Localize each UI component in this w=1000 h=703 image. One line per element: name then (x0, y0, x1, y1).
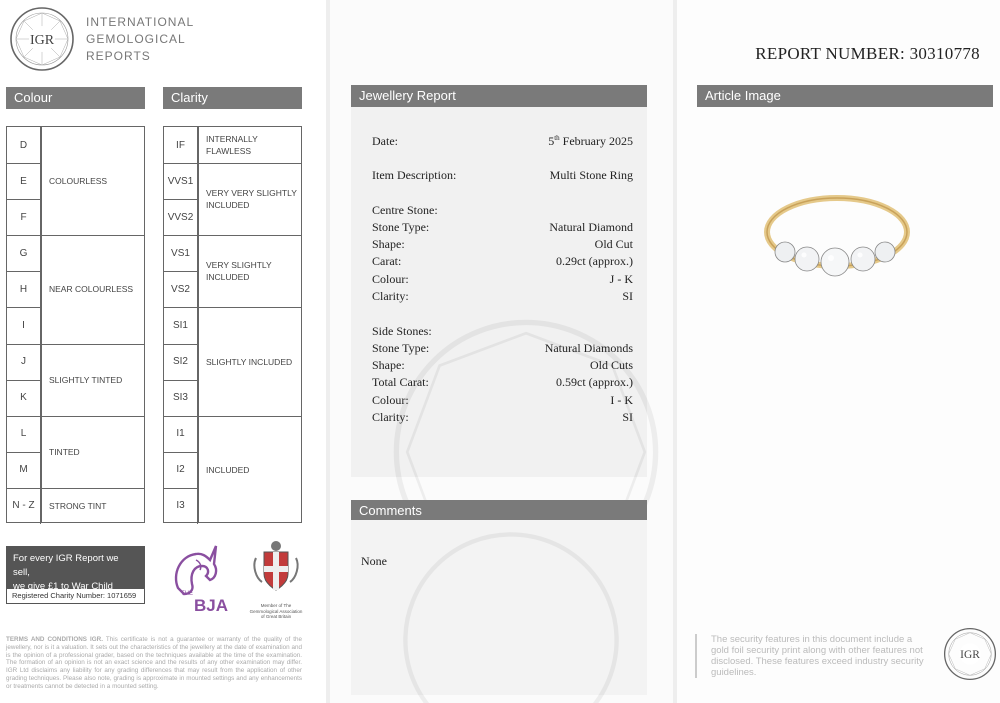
colour-grade: I (7, 307, 41, 343)
centre-stone-row (372, 289, 633, 304)
colour-grade: H (7, 271, 41, 307)
centre-stone-value: Natural Diamond (549, 220, 633, 234)
ring-image (757, 188, 917, 288)
centre-stone-label: Carat: (372, 254, 402, 269)
colour-grade: M (7, 452, 41, 488)
colour-group-label: STRONG TINT (49, 500, 107, 511)
clarity-row-line (164, 380, 198, 381)
clarity-scale-table (163, 126, 302, 523)
colour-scale-title: Colour (6, 87, 145, 109)
side-stone-value: I - K (610, 392, 633, 407)
colour-grade: K (7, 380, 41, 416)
centre-stone-row (372, 220, 633, 235)
clarity-grade: VVS1 (164, 163, 198, 199)
colour-row-line (7, 380, 41, 381)
clarity-row-line (164, 344, 198, 345)
side-stone-value: Natural Diamonds (544, 341, 633, 355)
centre-stone-heading: Centre Stone: (372, 203, 438, 217)
clarity-row-line (164, 488, 198, 489)
brand-line-2: GEMOLOGICAL (86, 32, 186, 46)
side-stone-label: Total Carat: (372, 375, 429, 390)
colour-grade: D (7, 127, 41, 163)
clarity-group-label: VERY VERY SLIGHTLY INCLUDED (206, 188, 297, 211)
charity-registration: Registered Charity Number: 1071659 (12, 591, 137, 600)
article-image-title: Article Image (697, 85, 993, 107)
colour-row-line (7, 271, 41, 272)
clarity-grade: SI2 (164, 344, 198, 380)
report-number: REPORT NUMBER: 30310778 (755, 44, 980, 63)
colour-grade: E (7, 163, 41, 199)
date-label: Date: (372, 134, 398, 148)
date-row (372, 134, 633, 149)
clarity-grade: I1 (164, 416, 198, 452)
igr-seal (943, 627, 997, 681)
comments-box (351, 520, 647, 695)
centre-stone-label: Shape: (372, 237, 405, 252)
clarity-row-line (164, 271, 198, 272)
clarity-row-line (164, 452, 198, 453)
svg-text:IGR: IGR (960, 649, 980, 662)
centre-stone-value: SI (622, 288, 633, 303)
svg-text:IGR: IGR (29, 33, 55, 48)
terms-and-conditions (6, 636, 302, 691)
clarity-scale-title: Clarity (163, 87, 302, 109)
side-stone-row (372, 358, 633, 373)
charity-line-2: we give £1 to War Child (13, 581, 113, 592)
svg-text:THE: THE (181, 591, 193, 597)
colour-row-line (7, 199, 41, 200)
brand-line-1: INTERNATIONAL (86, 15, 195, 29)
clarity-grade: I3 (164, 488, 198, 524)
brand-line-3: REPORTS (86, 49, 151, 63)
colour-group-label: COLOURLESS (49, 176, 108, 187)
side-stone-label: Colour: (372, 392, 409, 407)
igr-logo (9, 6, 75, 72)
colour-grade: F (7, 199, 41, 235)
clarity-group-label: INCLUDED (206, 464, 250, 475)
centre-stone-label: Colour: (372, 271, 409, 286)
side-stone-value: SI (622, 409, 633, 424)
clarity-grade: IF (164, 127, 198, 163)
centre-stone-label: Stone Type: (372, 220, 430, 234)
article-panel (677, 0, 1000, 703)
side-stone-value: 0.59ct (approx.) (556, 375, 633, 390)
centre-stone-value: J - K (609, 271, 633, 286)
clarity-grade: SI1 (164, 307, 198, 343)
colour-row-line (7, 452, 41, 453)
security-statement: The security features in this document include a gold foil security print along with other features not disclosed. These features exceed industry security guidelines. (695, 634, 925, 678)
side-stones-heading: Side Stones: (372, 324, 432, 338)
centre-stone-value: Old Cut (594, 237, 633, 252)
colour-group-label: NEAR COLOURLESS (49, 284, 134, 295)
clarity-grade: VVS2 (164, 199, 198, 235)
colour-grade: J (7, 344, 41, 380)
clarity-group-label: VERY SLIGHTLY INCLUDED (206, 260, 272, 283)
terms-heading: TERMS AND CONDITIONS IGR. (6, 636, 103, 643)
gemmological-association-crest (248, 538, 304, 619)
charity-box (6, 546, 145, 604)
colour-grade: N - Z (7, 488, 41, 524)
comments-text: None (361, 554, 387, 568)
igr-watermark-comments (401, 530, 621, 703)
brand-name (86, 14, 194, 65)
date-value: 5th February 2025 (548, 134, 633, 148)
gem-association-caption: Member of The Gemmological Association of Great Britain (249, 603, 303, 619)
side-stone-value: Old Cuts (589, 358, 633, 373)
jewellery-report-title: Jewellery Report (351, 85, 647, 107)
clarity-grade: VS1 (164, 235, 198, 271)
side-stone-label: Shape: (372, 358, 405, 373)
report-panel (330, 0, 673, 703)
colour-scale-table (6, 126, 145, 523)
centre-stone-label: Clarity: (372, 288, 409, 303)
centre-stone-value: 0.29ct (approx.) (556, 254, 633, 269)
clarity-group-label: SLIGHTLY INCLUDED (206, 356, 293, 367)
bja-logo (166, 540, 236, 614)
terms-text: This certificate is not a guarantee or warranty of the quality of the jewellery, nor is it a valuation. It sets out the characteristics of the jewellery at the date of examination and is the opinion of a professional grader, based on the techniques available at the time of the examination. The formation of an opinion is not an exact science and the results of any other examination may differ. IGR Ltd disclaims any liability for any grading differences that may result from the application of other grading techniques. Please also note, grading is approximate in mounted settings and any enhancements or treatments cannot be detected in a mounted setting. (6, 636, 302, 690)
colour-group-label: TINTED (49, 446, 80, 457)
charity-line-1: For every IGR Report we sell, (13, 553, 119, 578)
clarity-group-label: INTERNALLY FLAWLESS (206, 134, 258, 157)
colour-grade: G (7, 235, 41, 271)
comments-title: Comments (351, 500, 647, 522)
side-stone-row (372, 341, 633, 356)
colour-group-label: SLIGHTLY TINTED (49, 374, 123, 385)
svg-text:BJA: BJA (194, 596, 229, 614)
side-stone-row (372, 375, 633, 390)
side-stone-label: Clarity: (372, 409, 409, 424)
centre-stone-row (372, 272, 633, 287)
item-description-row (372, 168, 633, 183)
item-description-label: Item Description: (372, 168, 457, 182)
clarity-grade: I2 (164, 452, 198, 488)
centre-stone-row (372, 237, 633, 252)
clarity-grade: VS2 (164, 271, 198, 307)
side-stone-row (372, 393, 633, 408)
colour-grade: L (7, 416, 41, 452)
grading-scales-panel (0, 0, 326, 703)
clarity-grade: SI3 (164, 380, 198, 416)
item-description-value: Multi Stone Ring (549, 168, 633, 182)
clarity-row-line (164, 199, 198, 200)
colour-row-line (7, 163, 41, 164)
jewellery-report-details (351, 107, 647, 477)
side-stone-label: Stone Type: (372, 341, 430, 355)
side-stone-row (372, 410, 633, 425)
centre-stone-row (372, 254, 633, 269)
colour-row-line (7, 307, 41, 308)
